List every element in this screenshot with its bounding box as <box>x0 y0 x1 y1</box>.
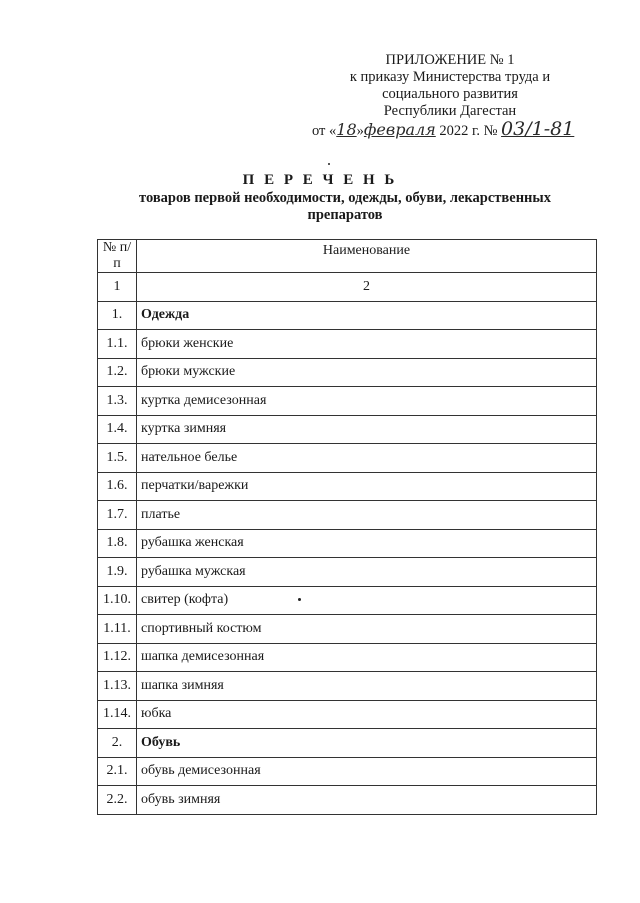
table-row <box>98 672 597 701</box>
row-number: 1.8. <box>98 529 137 558</box>
item-name: куртка демисезонная <box>137 387 597 416</box>
table-section-row <box>98 301 597 330</box>
table-row <box>98 330 597 359</box>
item-name: свитер (кофта) <box>137 586 597 615</box>
table-row <box>98 558 597 587</box>
table-row <box>98 415 597 444</box>
table-row <box>98 757 597 786</box>
year-suffix: 2022 г. № <box>439 123 498 139</box>
order-date-line <box>312 118 612 140</box>
item-name: рубашка женская <box>137 529 597 558</box>
row-number: 1.5. <box>98 444 137 473</box>
scan-speck <box>328 163 330 165</box>
item-name: юбка <box>137 700 597 729</box>
table-row <box>98 472 597 501</box>
section-name: Одежда <box>137 301 597 330</box>
table-section-row <box>98 729 597 758</box>
table-row <box>98 586 597 615</box>
row-number: 2.1. <box>98 757 137 786</box>
row-number: 1. <box>98 301 137 330</box>
handwritten-order-number: 03/1-81 <box>501 118 575 140</box>
table-row <box>98 700 597 729</box>
item-name: брюки женские <box>137 330 597 359</box>
item-name: брюки мужские <box>137 358 597 387</box>
item-name: обувь зимняя <box>137 786 597 815</box>
row-number: 1.4. <box>98 415 137 444</box>
appendix-header <box>300 52 600 120</box>
row-number: 2. <box>98 729 137 758</box>
appendix-line-4: Республики Дагестан <box>383 103 517 119</box>
column-number-2: 2 <box>137 273 597 302</box>
appendix-line-2: к приказу Министерства труда и <box>349 69 551 85</box>
item-name: платье <box>137 501 597 530</box>
item-name: обувь демисезонная <box>137 757 597 786</box>
row-number: 1.14. <box>98 700 137 729</box>
item-name: шапка зимняя <box>137 672 597 701</box>
row-number: 1.12. <box>98 643 137 672</box>
row-number: 1.6. <box>98 472 137 501</box>
table-row <box>98 615 597 644</box>
row-number: 1.11. <box>98 615 137 644</box>
section-name: Обувь <box>137 729 597 758</box>
item-name: шапка демисезонная <box>137 643 597 672</box>
table-row <box>98 387 597 416</box>
column-number-1: 1 <box>98 273 137 302</box>
row-number: 1.2. <box>98 358 137 387</box>
row-number: 1.10. <box>98 586 137 615</box>
table-row <box>98 529 597 558</box>
row-number: 1.13. <box>98 672 137 701</box>
table-row <box>98 444 597 473</box>
table-row <box>98 358 597 387</box>
item-name: перчатки/варежки <box>137 472 597 501</box>
goods-table <box>97 239 597 815</box>
table-row <box>98 643 597 672</box>
row-number: 1.3. <box>98 387 137 416</box>
appendix-title: ПРИЛОЖЕНИЕ № 1 <box>385 52 515 68</box>
header-num: № п/п <box>98 240 137 273</box>
row-number: 1.7. <box>98 501 137 530</box>
document-title: П Е Р Е Ч Е Н Ь <box>242 172 398 188</box>
header-name: Наименование <box>137 240 597 273</box>
row-number: 1.9. <box>98 558 137 587</box>
item-name: нательное белье <box>137 444 597 473</box>
item-name: спортивный костюм <box>137 615 597 644</box>
document-subtitle: товаров первой необходимости, одежды, обуви, лекарственных препаратов <box>139 190 551 223</box>
item-name: рубашка мужская <box>137 558 597 587</box>
appendix-line-3: социального развития <box>382 86 518 102</box>
row-number: 2.2. <box>98 786 137 815</box>
scan-speck <box>298 598 301 601</box>
table-row <box>98 786 597 815</box>
date-mid: » <box>356 123 364 139</box>
table-header-row <box>98 240 597 273</box>
table-row <box>98 501 597 530</box>
column-numbers-row <box>98 273 597 302</box>
handwritten-day: 18 <box>336 120 357 139</box>
item-name: куртка зимняя <box>137 415 597 444</box>
handwritten-month: февраля <box>363 120 436 139</box>
table-body <box>98 301 597 814</box>
date-prefix: от « <box>312 123 337 139</box>
row-number: 1.1. <box>98 330 137 359</box>
